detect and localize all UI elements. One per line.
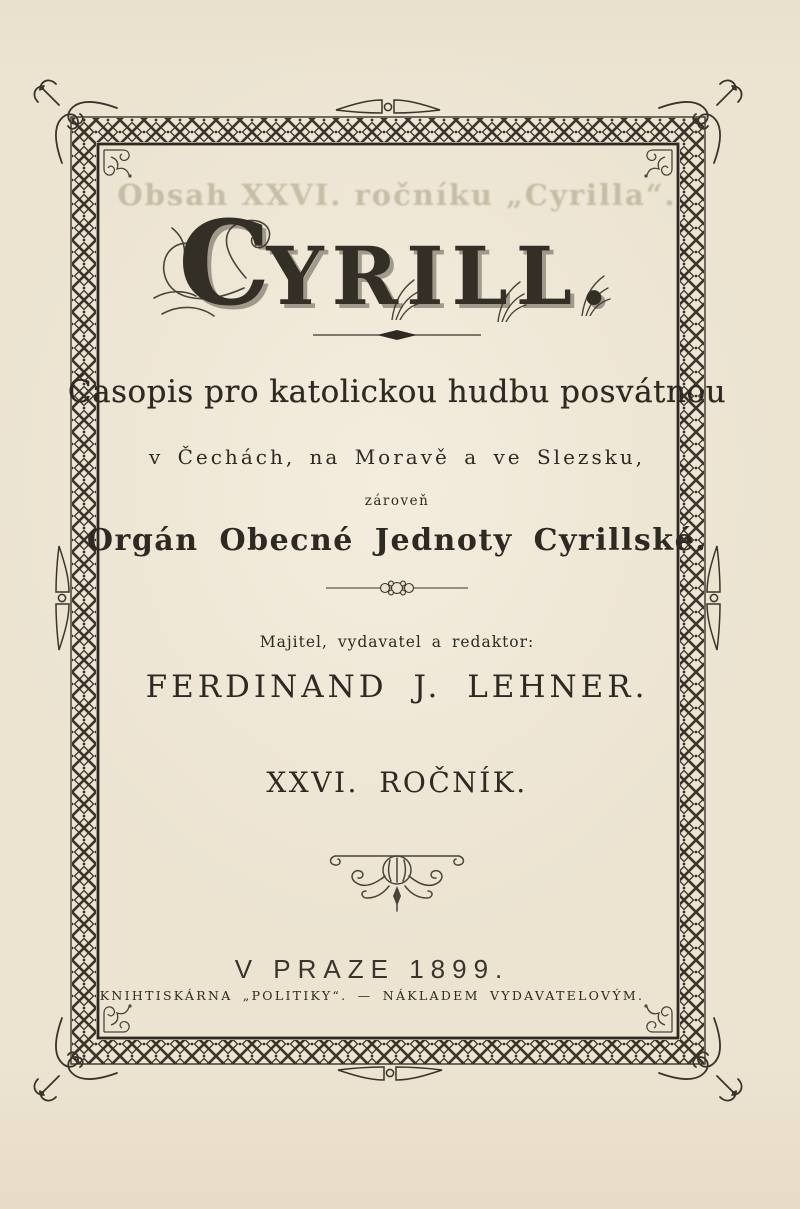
- place-year-line: V PRAZE 1899.: [234, 954, 510, 984]
- monogram-scroll-vignette-icon: [327, 846, 467, 912]
- volume-line: XXVI. ROČNÍK.: [266, 766, 528, 799]
- arrow-diamond-rule-icon: [307, 328, 487, 342]
- subtitle-line-2: v Čechách, na Moravě a ve Slezsku,: [148, 445, 646, 469]
- editor-name: FERDINAND J. LEHNER.: [145, 669, 649, 705]
- masthead-initial: C: [178, 196, 271, 332]
- imprint-line: KNIHTISKÁRNA „POLITIKY“. — NÁKLADEM VYDAVATELOVÝM.: [99, 988, 645, 1003]
- masthead-rest: YRILL.: [266, 229, 616, 323]
- floral-rule-icon: [322, 579, 472, 597]
- connector-word: zároveň: [364, 493, 430, 509]
- ghost-bleedthrough-heading: Obsah XXVI. ročníku „Cyrilla“.: [117, 178, 677, 212]
- subtitle-line-1: Časopis pro katolickou hudbu posvátnou: [67, 374, 727, 410]
- masthead-title: [178, 196, 616, 332]
- editor-label: Majitel, vydavatel a redaktor:: [259, 633, 535, 651]
- organ-line: Orgán Obecné Jednoty Cyrillské.: [86, 523, 708, 558]
